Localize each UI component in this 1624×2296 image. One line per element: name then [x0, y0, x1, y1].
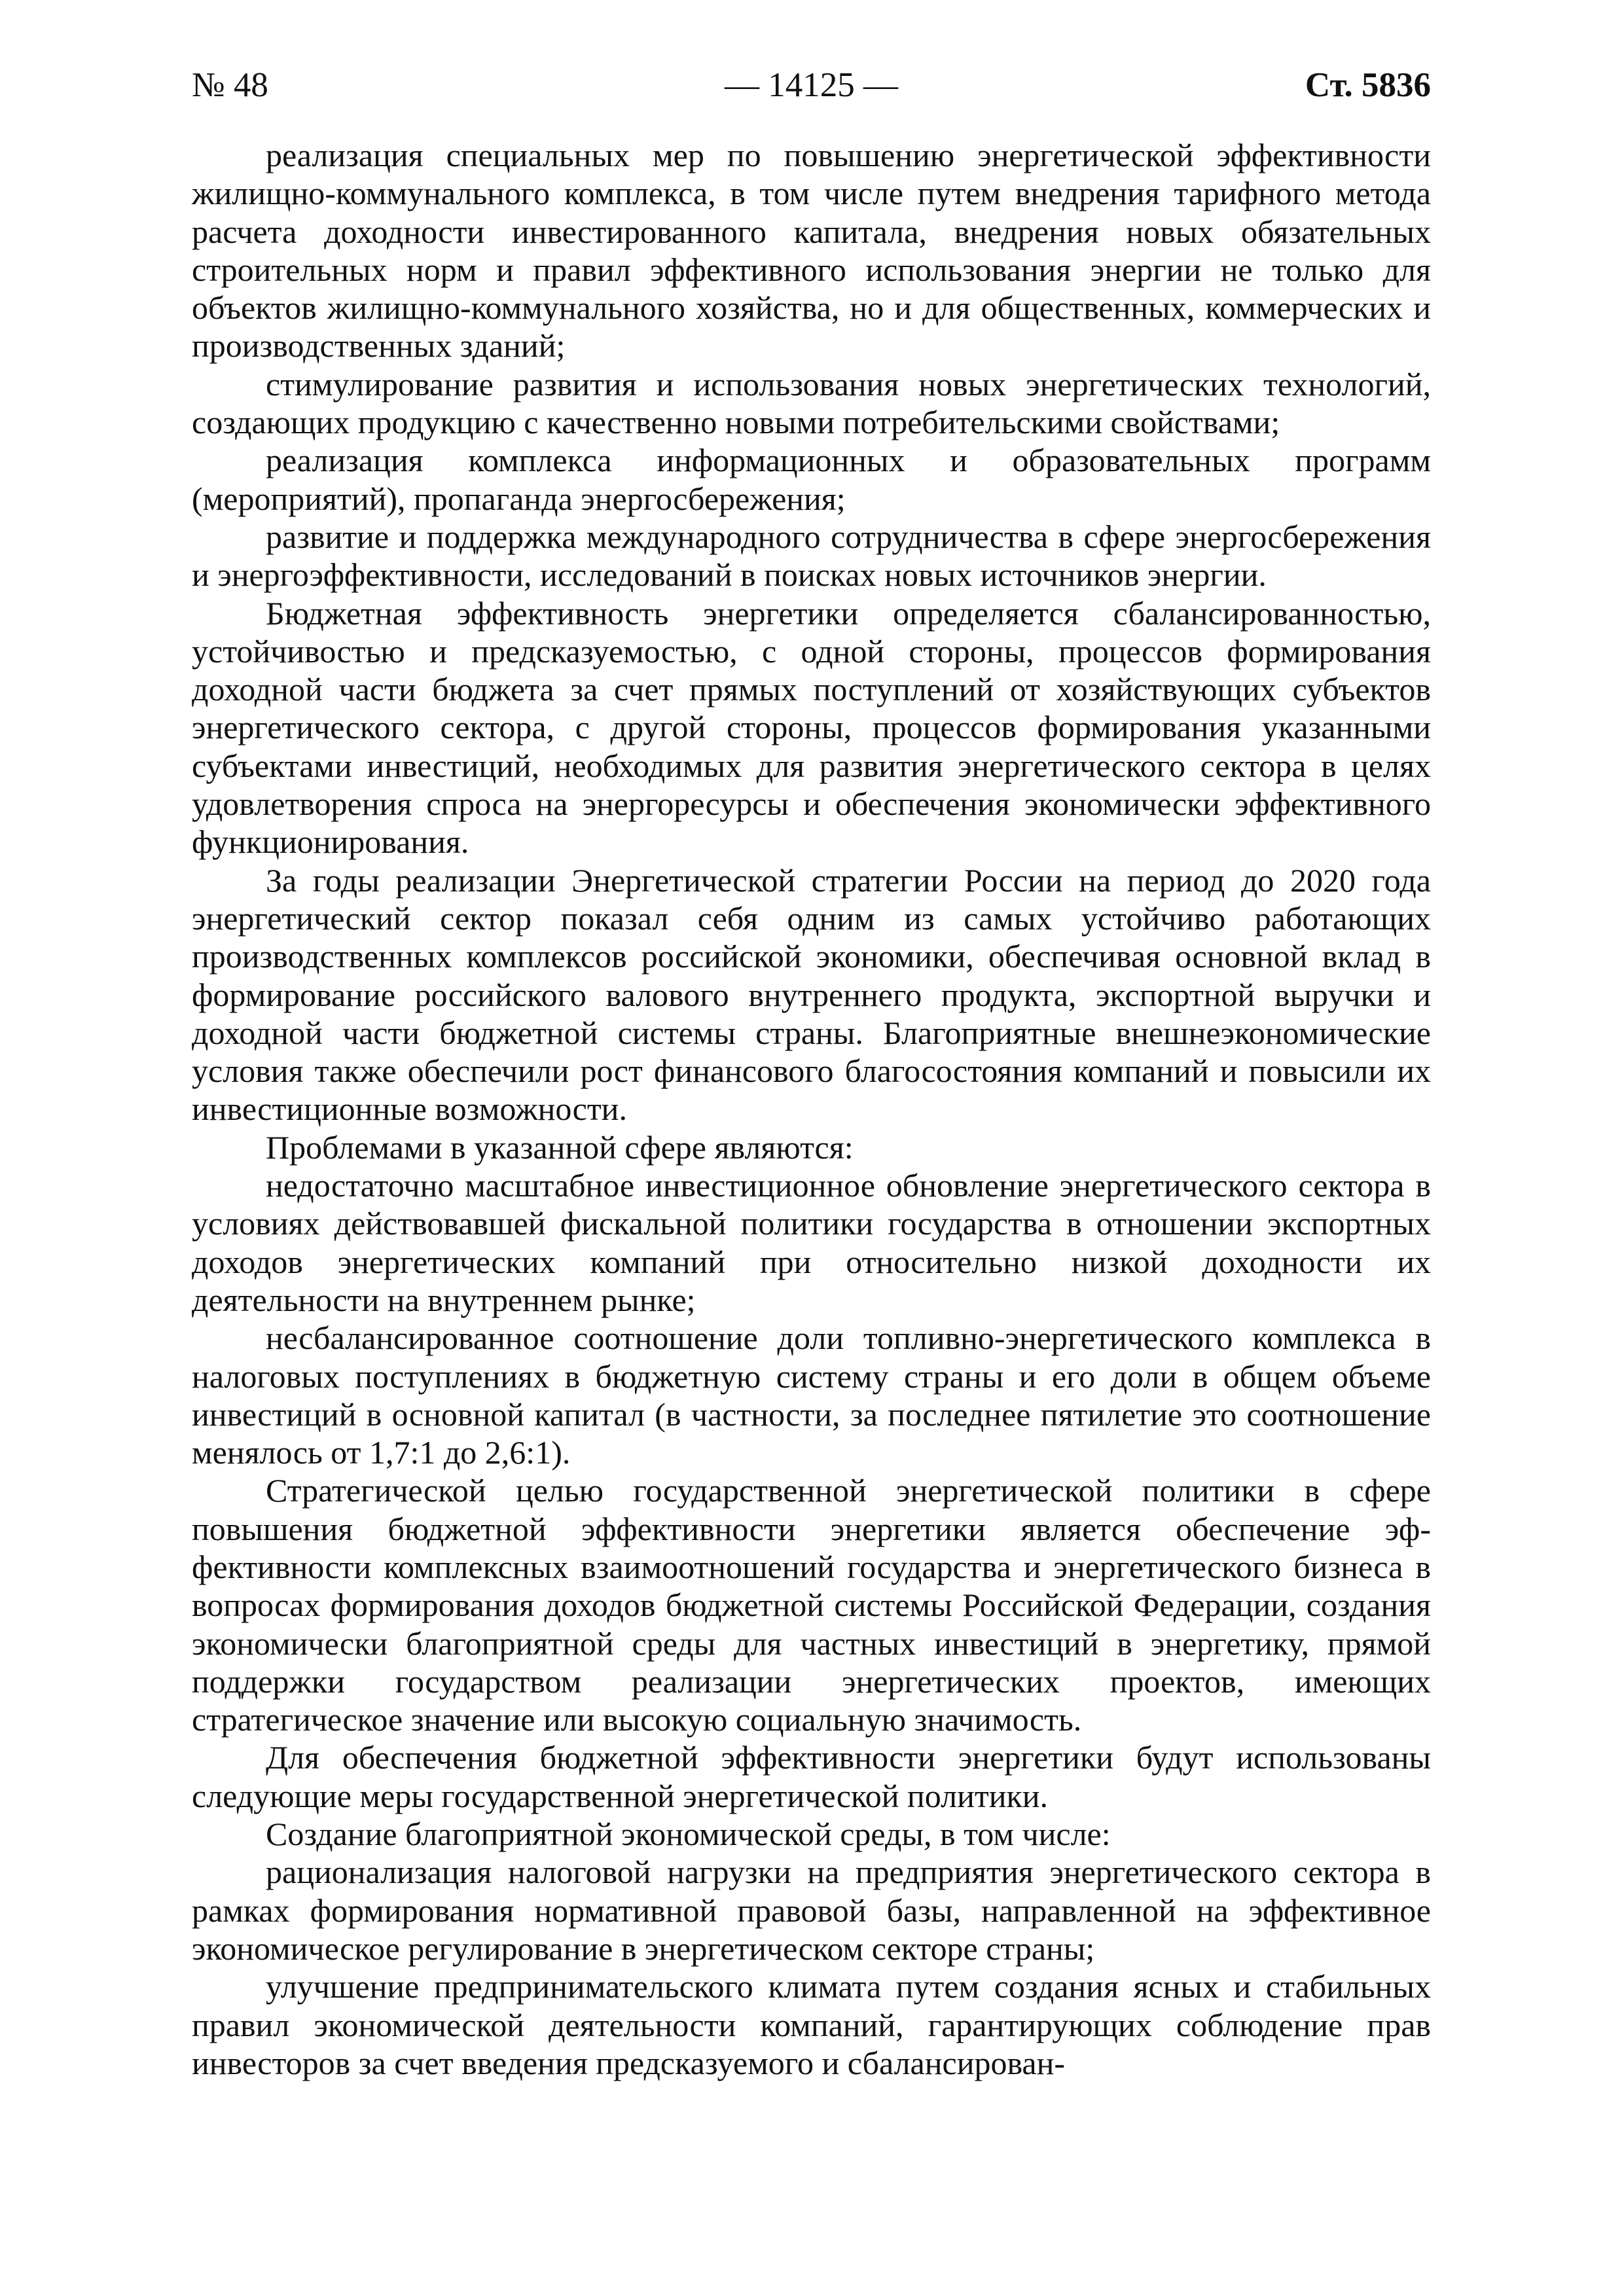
paragraph-12: Создание благоприятной экономической среды, в том числе: — [266, 1816, 1111, 1853]
paragraph-5: Бюджетная эффективность энергетики определяется сбалансированностью, устойчивостью и предсказуемостью, с одной стороны, процессов формирования доходной части бюджета за счет прямых поступлений от хозяйствующих субъектов энергетического сектора, с другой стороны, процессов формирования указанными субъектами инвестиций, необходимых для развития энергетического сектора в целях удовлетворения спроса на энергоресурсы и обеспечения экономически эффективного функционирования. — [192, 594, 1431, 861]
body-text — [192, 136, 1431, 2082]
paragraph-13: рационализация налоговой нагрузки на предприятия энергетического сектора в рамках формирования нормативной правовой базы, направленной на эффективное экономическое регулирование в энергетическом секторе страны; — [192, 1854, 1431, 1967]
paragraph-8: недостаточно масштабное инвестиционное обновление энергетического сектора в условиях действовавшей фискальной политики государства в отношении экспортных доходов энергетических компаний при относительно низкой доходности их деятельности на внутреннем рынке; — [192, 1167, 1431, 1318]
issue-number: № 48 — [192, 66, 268, 104]
paragraph-9: несбалансированное соотношение доли топливно-энергетического комплекса в налоговых поступлениях в бюджетную систему страны и его доли в общем объеме инвестиций в основной капитал (в частности, за последнее пятилетие это соотношение менялось от 1,7:1 до 2,6:1). — [192, 1319, 1431, 1471]
paragraph-14: улучшение предпринимательского климата путем создания ясных и стабильных правил экономической деятельности компаний, гарантирующих соблюдение прав инвесторов за счет введения предсказуемого и сбалансирован- — [192, 1968, 1431, 2081]
paragraph-3: реализация комплекса информационных и образовательных программ (мероприятий), пропаганда энергосбережения; — [192, 442, 1431, 517]
paragraph-4: развитие и поддержка международного сотрудничества в сфере энергосбережения и энергоэффективности, исследований в поисках новых источников энергии. — [192, 518, 1431, 594]
page-header — [192, 65, 1431, 118]
paragraph-6: За годы реализации Энергетической стратегии России на период до 2020 года энергетический сектор показал себя одним из самых устойчиво работающих производственных комплексов российской экономики, обеспечивая основной вклад в формирование российского валового внутреннего продукта, экспортной выручки и доходной части бюджетной системы страны. Благоприятные внешнеэкономические условия также обеспечили рост финансового благосостояния компаний и повысили их инвестиционные возможности. — [192, 861, 1431, 1128]
paragraph-2: стимулирование развития и использования новых энергетических технологий, создающих продукцию с качественно новыми потребительскими свойствами; — [192, 365, 1431, 441]
paragraph-7: Проблемами в указанной сфере являются: — [266, 1128, 854, 1166]
paragraph-11: Для обеспечения бюджетной эффективности энергетики будут использованы следующие меры государственной энергетической политики. — [192, 1739, 1431, 1814]
page-number: — 14125 — — [725, 66, 898, 104]
paragraph-1: реализация специальных мер по повышению энергетической эффективности жилищно-коммунального комплекса, в том числе путем внедрения тарифного метода расчета доходности инвестированного капитала, внедрения новых обязательных строительных норм и правил эффективного использования энергии не только для объектов жилищно-коммунального хозяйства, но и для общественных, коммерческих и производственных зданий; — [192, 137, 1431, 365]
paragraph-10: Стратегической целью государственной энергетической политики в сфере повышения бюджетной эффективности энергетики является обеспечение эффективности комплексных взаимоотношений государства и энергетического бизнеса в вопросах формирования доходов бюджетной системы Российской Федерации, создания экономически благоприятной среды для частных инвестиций в энергетику, прямой поддержки государством реализации энергетических проектов, имеющих стратегическое значение или высокую социальную значимость. — [192, 1472, 1431, 1738]
article-number: Ст. 5836 — [1305, 66, 1431, 104]
